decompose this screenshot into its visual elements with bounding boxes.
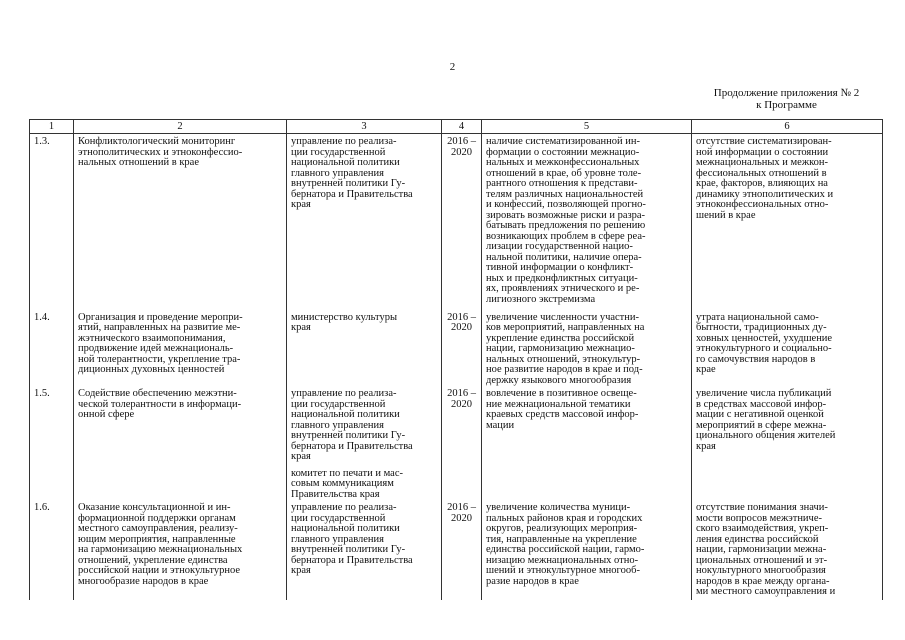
text-line: 2016 – [447,136,476,147]
text-line: мации с негативной оценкой [696,409,824,420]
measure-cell [74,134,287,310]
text-line: края [291,565,311,576]
text-line: нации, гармонизации межна- [696,544,827,555]
text-line: края [696,440,716,452]
text-line: ления единства российской [696,533,819,545]
text-line: рантного отношения к представи- [486,178,638,189]
continuation-note [694,87,879,111]
text-line: бернатора и Правительства [291,440,413,452]
executor-cell [287,134,442,310]
executor-cell [287,386,442,500]
text-line: нальных и межконфессиональных [486,157,640,168]
table-body [30,134,883,601]
text-line: ях, проявлениях этнического и ре- [486,283,640,294]
text-line: мации [486,419,515,431]
text-line: формации о состоянии межнацио- [486,146,640,158]
text-line: держку языкового многообразия [486,374,632,386]
text-line: ятий, направленных на развитие ме- [78,322,241,333]
text-line: народов в крае между органа- [696,575,830,587]
consequence-cell [692,134,883,310]
text-line: циональных отношений и эт- [696,554,828,566]
header-col-1: 1 [30,120,74,134]
measure-cell [74,310,287,387]
text-line: министерство культуры [291,311,398,323]
text-line: управление по реализа- [291,502,397,513]
text-line: ховных ценностей, ухудшение [696,332,833,344]
text-line: продвижение идей межнациональ- [78,343,234,354]
header-col-4: 4 [442,120,482,134]
text-line: формационной поддержки органам [78,512,236,524]
text-line: и конфессий, позволяющей прогно- [486,199,646,210]
text-line: разие народов в крае [486,575,579,587]
text-line: ции государственной [291,146,386,158]
text-line: увеличение численности участни- [486,311,640,323]
text-line: телям различных национальностей [486,188,644,200]
text-line: вовлечение в позитивное освеще- [486,388,637,399]
text-line: отсутствие понимания значи- [696,502,828,513]
text-line: межнациональных и межкон- [696,157,829,168]
text-line: 2020 [451,398,472,410]
text-line: края [291,199,311,210]
text-line: низацию межнациональных отно- [486,554,639,566]
measure-cell [74,386,287,500]
result-cell [482,500,692,600]
text-line: мероприятий в сфере межна- [696,419,827,431]
text-line: бернатора и Правительства [291,554,413,566]
text-line: ние межнациональной тематики [486,398,631,410]
text-line: Конфликтологический мониторинг [78,136,236,147]
text-line: ции государственной [291,512,386,524]
text-line: управление по реализа- [291,136,397,147]
text-line: наличие систематизированной ин- [486,136,640,147]
text-line: нальных отношений в крае [78,157,200,168]
executor-cell [287,310,442,387]
text-line: диционных духовных ценностей [78,364,225,375]
text-line: ное развитие народов в крае и под- [486,364,643,375]
text-line: увеличение числа публикаций [696,388,832,399]
text-line: Правительства края [291,488,380,500]
text-line: многообразие народов в крае [78,575,209,587]
header-col-2: 2 [74,120,287,134]
text-line: отношений в крае, об уровне толе- [486,167,642,179]
text-line: 2020 [451,322,472,333]
text-line: Организация и проведение меропри- [78,311,243,323]
text-line: края [291,322,311,333]
consequence-cell [692,310,883,387]
page-number: 2 [449,61,456,73]
text-line: увеличение количества муници- [486,502,631,513]
text-line: нальных отношений, этнокультур- [486,353,641,365]
text-line: совым коммуникациям [291,478,394,489]
text-line: бытности, традиционных ду- [696,322,827,333]
text-line: батывать предложения по решению [486,220,646,231]
text-line: единства российской нации, гармо- [486,544,645,555]
text-line: национальной политики [291,157,400,168]
text-line: главного управления [291,533,384,545]
text-line: тивной информации о конфликт- [486,262,634,273]
consequence-cell [692,500,883,600]
text-line: внутренней политики Гу- [291,178,406,189]
text-line: ми местного самоуправления и [696,586,836,597]
result-cell [482,134,692,310]
text-line: лигиозного экстремизма [486,293,596,305]
text-line: местного самоуправления, реализу- [78,523,238,534]
text-line: отсутствие систематизирован- [696,136,832,147]
text-line: Содействие обеспечению межэтни- [78,388,237,399]
text-line: пальных районов края и городских [486,512,643,524]
text-line: на гармонизацию межнациональных [78,544,243,555]
text-line: 2020 [451,146,472,158]
row-number: 1.3. [30,134,74,310]
text-line: крае, факторов, влияющих на [696,178,828,189]
text-line: этноконфессиональных отно- [696,199,829,210]
row-number: 1.6. [30,500,74,600]
text-line: края [291,451,311,462]
text-line: го самочувствия народов в [696,353,816,365]
text-line: фессиональных отношений в [696,167,827,179]
text-line: российской нации и этнокультурное [78,565,240,576]
table-row [30,134,883,310]
text-line: нации, гармонизацию межнацио- [486,343,635,354]
text-line: округов, реализующих мероприя- [486,523,638,534]
text-line: зировать возможные риски и разра- [486,209,646,221]
measure-cell [74,500,287,600]
text-line: шений и этнокультурное многооб- [486,565,640,576]
text-line: динамику этнополитических и [696,188,834,200]
text-line: Оказание консультационной и ин- [78,502,231,513]
text-line: крае [696,364,716,375]
text-line: 2016 – [447,388,476,399]
text-line: нальной политики, наличие опера- [486,251,642,263]
text-line: жэтнического взаимопонимания, [78,332,226,344]
text-line: национальной политики [291,409,400,420]
program-table [29,119,883,600]
text-line: отношений, укрепление единства [78,554,228,566]
text-line: ционального общения жителей [696,430,836,441]
text-line: ных и предконфликтных ситуаци- [486,272,638,284]
text-line: шений в крае [696,209,756,221]
text-line: этнокультурного и социально- [696,343,832,354]
result-cell [482,310,692,387]
text-line: в средствах массовой инфор- [696,398,827,410]
years-cell [442,134,482,310]
text-line: ческой толерантности в информаци- [78,398,242,410]
text-line: ков мероприятий, направленных на [486,322,645,333]
text-line: 2016 – [447,502,476,513]
text-line: лизации государственной нацио- [486,241,633,252]
text-line: нокультурного многообразия [696,565,826,576]
years-cell [442,310,482,387]
text-line: краевых средств массовой инфор- [486,409,639,420]
text-line: мости вопросов межэтниче- [696,512,822,524]
text-line: главного управления [291,419,384,431]
text-line: внутренней политики Гу- [291,544,406,555]
text-line: главного управления [291,167,384,179]
row-number: 1.4. [30,310,74,387]
table-row [30,310,883,387]
text-line: внутренней политики Гу- [291,430,406,441]
table-header-row [30,120,883,134]
continuation-line-2: к Программе [756,99,817,111]
text-line: комитет по печати и мас- [291,467,403,479]
text-line: утрата национальной само- [696,311,819,323]
text-line: ной информации о состоянии [696,146,829,158]
text-line: управление по реализа- [291,388,397,399]
header-col-6: 6 [692,120,883,134]
text-line: тия, направленные на укрепление [486,533,637,545]
text-line: 2020 [451,512,472,524]
co-executor [291,469,437,501]
result-cell [482,386,692,500]
consequence-cell [692,386,883,500]
years-cell [442,386,482,500]
text-line: этнополитических и этноконфессио- [78,146,243,158]
text-line: 2016 – [447,311,476,323]
years-cell [442,500,482,600]
continuation-line-1: Продолжение приложения № 2 [713,87,860,99]
text-line: укрепление единства российской [486,332,635,344]
row-number: 1.5. [30,386,74,500]
executor-cell [287,500,442,600]
header-col-3: 3 [287,120,442,134]
header-col-5: 5 [482,120,692,134]
text-line: национальной политики [291,523,400,534]
text-line: ющим мероприятия, направленные [78,533,236,545]
text-line: ной толерантности, укрепление тра- [78,353,241,365]
text-line: ции государственной [291,398,386,410]
table-row [30,500,883,600]
text-line: возникающих проблем в сфере реа- [486,230,646,242]
table-row [30,386,883,500]
text-line: бернатора и Правительства [291,188,413,200]
text-line: ского взаимодействия, укреп- [696,523,829,534]
text-line: онной сфере [78,409,135,420]
